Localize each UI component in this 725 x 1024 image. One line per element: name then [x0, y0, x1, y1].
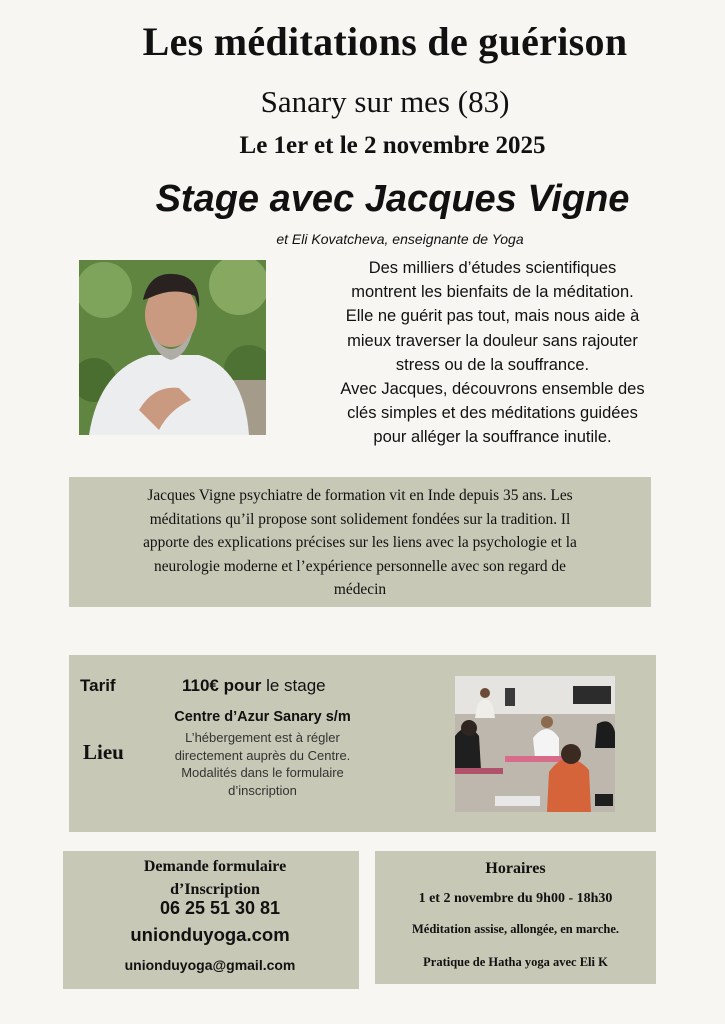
- bio-text: [84, 484, 636, 602]
- bio-line: méditations qu’il propose sont solidement fondées sur la tradition. Il: [149, 510, 571, 528]
- tarif-value: [182, 676, 326, 696]
- venue-note-line: d’inscription: [228, 782, 297, 798]
- venue-note-line: directement auprès du Centre.: [174, 747, 351, 763]
- bio-line: apporte des explications précises sur les liens avec la psychologie et la: [143, 534, 577, 551]
- event-location: Sanary sur mes (83): [260, 84, 510, 119]
- stage-title: Stage avec Jacques Vigne: [155, 178, 630, 220]
- contact-phone: 06 25 51 30 81: [159, 898, 281, 918]
- hours-dates: 1 et 2 novembre du 9h00 - 18h30: [418, 891, 613, 906]
- intro-line: Avec Jacques, découvrons ensemble des: [340, 380, 645, 399]
- price: 110€ pour: [182, 676, 262, 695]
- event-dates: Le 1er et le 2 novembre 2025: [239, 132, 546, 159]
- venue-notes: [160, 729, 365, 799]
- contact-title-line: Demande formulaire: [143, 858, 287, 875]
- intro-line: pour alléger la souffrance inutile.: [373, 428, 612, 447]
- bio-line: médecin: [333, 581, 387, 598]
- venue-note-line: L’hébergement est à régler: [185, 730, 340, 745]
- intro-line: clés simples et des méditations guidées: [347, 404, 638, 423]
- lieu-label: Lieu: [83, 740, 124, 764]
- intro-line: Elle ne guérit pas tout, mais nous aide à: [345, 307, 640, 326]
- hours-practice-meditation: Méditation assise, allongée, en marche.: [411, 922, 620, 936]
- meditation-class-photo: [455, 676, 615, 812]
- contact-title-line: d’Inscription: [170, 881, 260, 898]
- intro-line: mieux traverser la douleur sans rajouter: [347, 331, 638, 350]
- venue-name: Centre d’Azur Sanary s/m: [174, 709, 351, 725]
- co-teacher-line: et Eli Kovatcheva, enseignante de Yoga: [276, 231, 524, 247]
- hours-title: Horaires: [485, 860, 546, 877]
- intro-line: montrent les bienfaits de la méditation.: [351, 283, 634, 302]
- intro-line: Des milliers d’études scientifiques: [368, 259, 617, 277]
- hours-practice-yoga: Pratique de Hatha yoga avec Eli K: [423, 955, 608, 969]
- contact-title: [63, 855, 367, 901]
- intro-text: [300, 256, 685, 450]
- bio-line: neurologie moderne et l’expérience personnelle avec son regard de: [154, 557, 566, 575]
- contact-website: unionduyoga.com: [130, 924, 290, 945]
- teacher-photo: [79, 260, 266, 435]
- bio-line: Jacques Vigne psychiatre de formation vit en Inde depuis 35 ans. Les: [147, 487, 573, 504]
- price-suffix: le stage: [261, 676, 326, 695]
- intro-line: stress ou de la souffrance.: [395, 355, 590, 374]
- contact-email: unionduyoga@gmail.com: [124, 957, 296, 973]
- venue-note-line: Modalités dans le formulaire: [181, 765, 344, 780]
- page-title: Les méditations de guérison: [142, 19, 628, 64]
- tarif-label: Tarif: [80, 676, 116, 695]
